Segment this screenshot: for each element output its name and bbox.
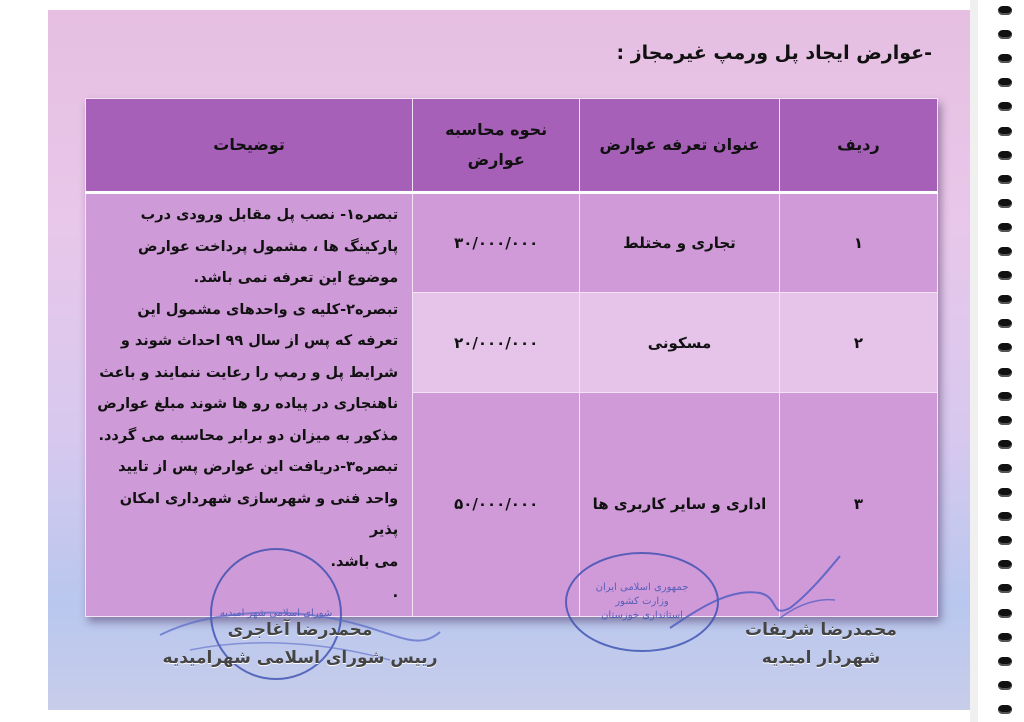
council-head-signature-block: [150, 616, 450, 672]
header-calculation-line2: عوارض: [467, 150, 525, 169]
binding-ring: [998, 681, 1012, 690]
binding-ring: [998, 175, 1012, 184]
spiral-binding: [992, 0, 1018, 722]
row-calc: ۲۰/۰۰۰/۰۰۰: [413, 293, 580, 393]
row-title: تجاری و مختلط: [580, 193, 780, 293]
council-head-role: رییس شورای اسلامی شهرامیدیه: [162, 648, 438, 668]
row-number: ۱: [779, 193, 937, 293]
header-fee-title: عنوان تعرفه عوارض: [580, 99, 780, 193]
header-notes: توضیحات: [86, 99, 413, 193]
note-line: مذکور به میزان دو برابر محاسبه می گردد.: [98, 427, 399, 444]
row-title: اداری و سایر کاربری ها: [580, 393, 780, 616]
binding-ring: [998, 54, 1012, 63]
binding-ring: [998, 247, 1012, 256]
note-line: موضوع این تعرفه نمی باشد.: [193, 270, 399, 286]
note-line: تبصره۳-دریافت این عوارض پس از تایید: [118, 459, 399, 475]
binding-ring: [998, 560, 1012, 569]
binding-ring: [998, 512, 1012, 521]
note-line: ناهنجاری در پیاده رو ها شوند مبلغ عوارض: [97, 396, 399, 412]
binding-ring: [998, 295, 1012, 304]
binding-ring: [998, 464, 1012, 473]
council-stamp-text: شورای اسلامی شهر امیدیه: [219, 608, 333, 619]
binding-ring: [998, 488, 1012, 497]
binding-ring: [998, 584, 1012, 593]
note-line: .: [392, 585, 399, 601]
page-edge: [970, 0, 978, 722]
binding-ring: [998, 368, 1012, 377]
mayor-name: محمدرضا شریفات: [745, 620, 897, 640]
mayor-role: شهردار امیدیه: [761, 648, 881, 668]
binding-ring: [998, 657, 1012, 666]
binding-ring: [998, 199, 1012, 208]
government-stamp-line1: جمهوری اسلامی ایران: [595, 582, 689, 593]
binding-ring: [998, 127, 1012, 136]
note-line: تبصره۲-کلیه ی واحدهای مشمول این: [137, 301, 399, 318]
binding-ring: [998, 319, 1012, 328]
binding-ring: [998, 633, 1012, 642]
government-stamp-line3: استانداری خوزستان: [601, 610, 683, 621]
binding-ring: [998, 536, 1012, 545]
note-line: می باشد.: [330, 553, 399, 570]
note-line: پارکینگ ها ، مشمول پرداخت عوارض: [137, 238, 399, 255]
fees-table: [85, 98, 938, 617]
binding-ring: [998, 271, 1012, 280]
binding-ring: [998, 102, 1012, 111]
table-header-row: [86, 99, 938, 193]
row-title: مسکونی: [580, 293, 780, 393]
note-line: شرایط پل و رمپ را رعایت ننمایند و باعث: [99, 364, 399, 381]
document-title: -عوارض ایجاد پل ورمپ غیرمجاز :: [616, 42, 932, 64]
binding-ring: [998, 343, 1012, 352]
binding-ring: [998, 705, 1012, 714]
binding-ring: [998, 6, 1012, 15]
row-calc: ۵۰/۰۰۰/۰۰۰: [413, 393, 580, 616]
note-line: واحد فنی و شهرسازی شهرداری امکان پذیر: [119, 490, 399, 538]
binding-ring: [998, 30, 1012, 39]
binding-ring: [998, 223, 1012, 232]
binding-ring: [998, 416, 1012, 425]
note-line: تعرفه که پس از سال ۹۹ احداث شوند و: [120, 333, 399, 349]
binding-ring: [998, 609, 1012, 618]
binding-ring: [998, 78, 1012, 87]
binding-ring: [998, 440, 1012, 449]
table-row: [86, 193, 938, 293]
note-line: تبصره۱- نصب پل مقابل ورودی درب: [140, 207, 399, 223]
header-row-number: ردیف: [779, 99, 937, 193]
binding-ring: [998, 392, 1012, 401]
row-calc: ۳۰/۰۰۰/۰۰۰: [413, 193, 580, 293]
row-number: ۲: [779, 293, 937, 393]
mayor-signature-block: [736, 616, 906, 672]
government-stamp-line2: وزارت کشور: [615, 596, 669, 607]
binding-ring: [998, 151, 1012, 160]
header-calculation: [413, 99, 580, 193]
row-number: ۳: [779, 393, 937, 616]
header-calculation-line1: نحوه محاسبه: [445, 120, 548, 139]
council-head-name: محمدرضا آغاجری: [227, 620, 373, 640]
